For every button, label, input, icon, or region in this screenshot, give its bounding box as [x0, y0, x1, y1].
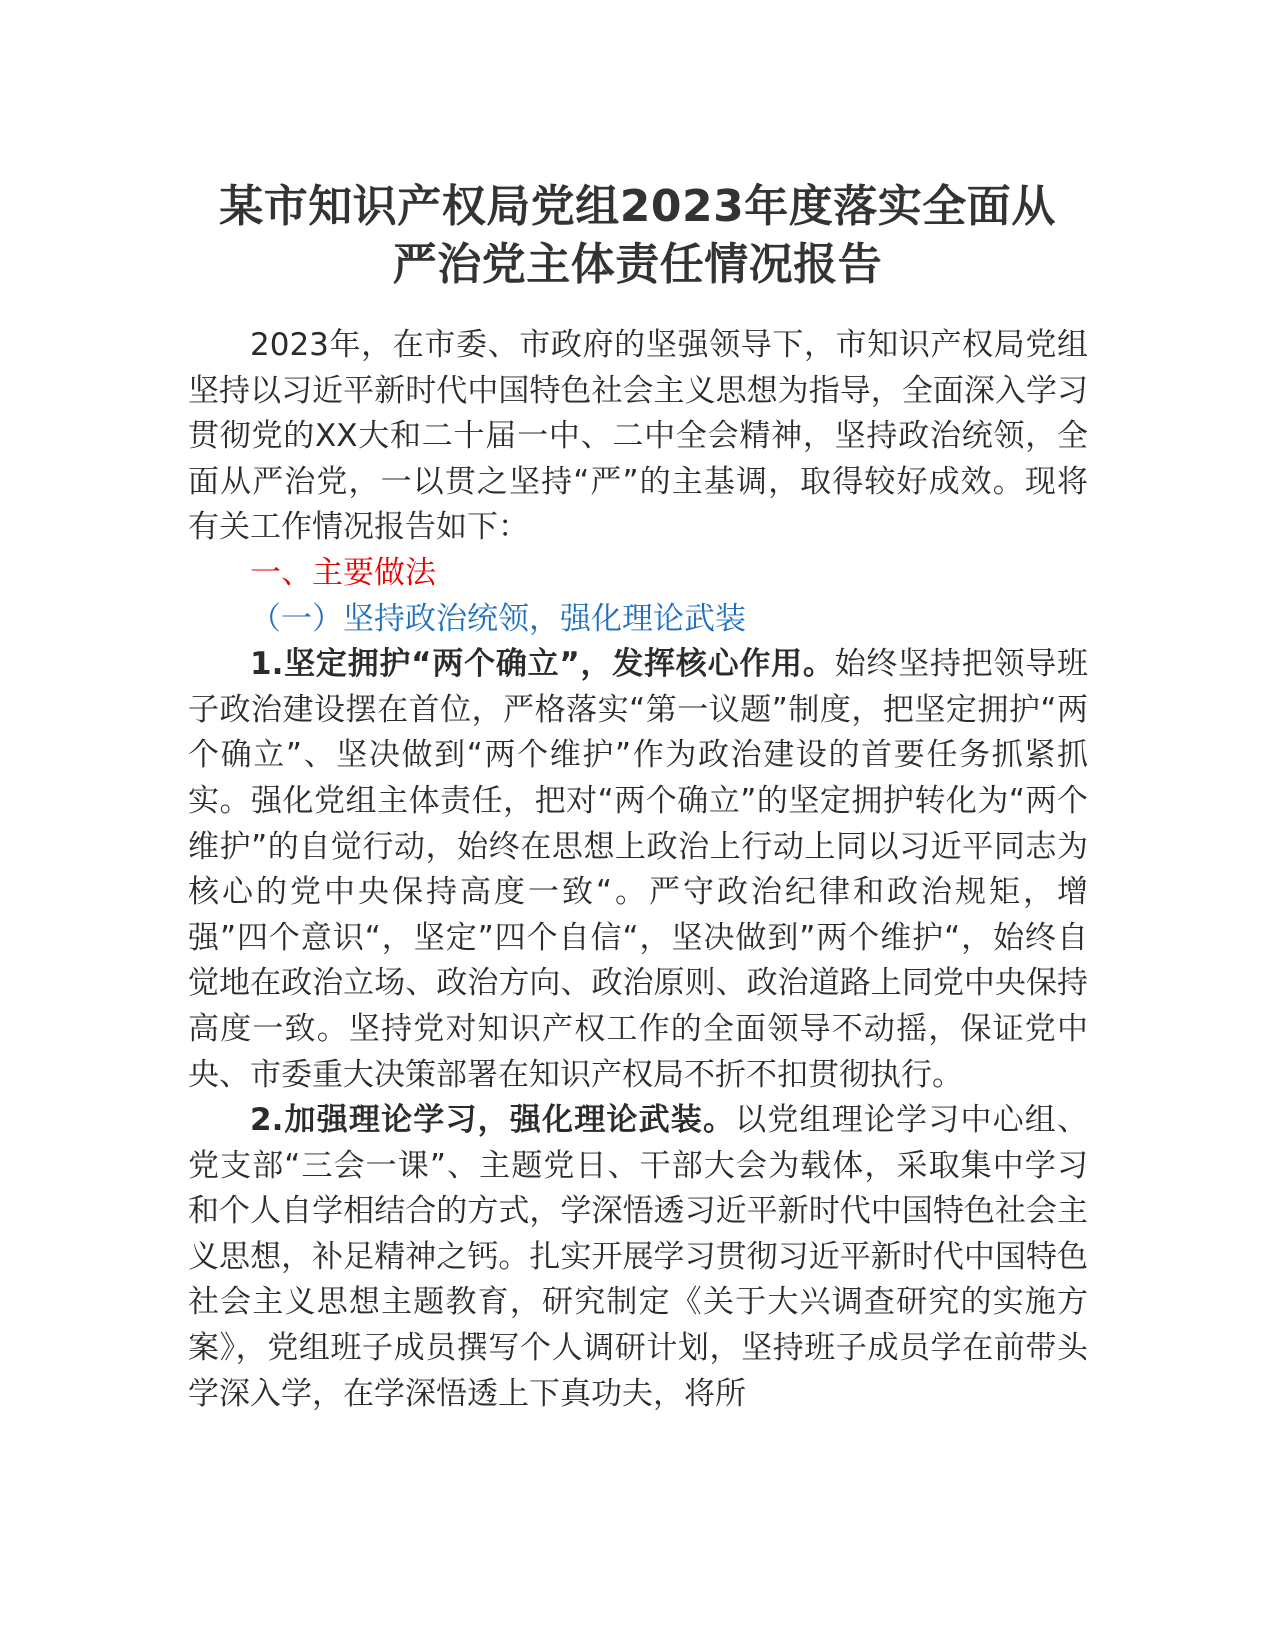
document-title	[180, 178, 1095, 294]
item-paragraph-2	[188, 1098, 1088, 1417]
item-2-text: 以党组理论学习中心组、党支部“三会一课”、主题党日、干部大会为载体，采取集中学习和个人自学相结合的方式，学深悟透习近平新时代中国特色社会主义思想，补足精神之钙。扎实开展学习贯彻习近平新时代中国特色社会主义思想主题教育，研究制定《关于大兴调查研究的实施方案》，党组班子成员撰写个人调研计划，坚持班子成员学在前带头学深入学，在学深悟透上下真功夫，将所	[188, 1102, 1088, 1412]
document-body	[188, 323, 1088, 1417]
subsection-heading-political-leadership: （一）坚持政治统领，强化理论武装	[250, 600, 746, 637]
section-heading-main-practices: 一、主要做法	[250, 554, 436, 591]
intro-paragraph: 2023年，在市委、市政府的坚强领导下，市知识产权局党组坚持以习近平新时代中国特色社会主义思想为指导，全面深入学习贯彻党的XX大和二十届一中、二中全会精神，坚持政治统领，全面从严治党，一以贯之坚持“严”的主基调，取得较好成效。现将有关工作情况报告如下：	[188, 327, 1088, 546]
title-line-2: 严治党主体责任情况报告	[392, 239, 883, 290]
item-1-text: 始终坚持把领导班子政治建设摆在首位，严格落实“第一议题”制度，把坚定拥护“两个确立”、坚决做到“两个维护”作为政治建设的首要任务抓紧抓实。强化党组主体责任，把对“两个确立”的坚定拥护转化为“两个维护”的自觉行动，始终在思想上政治上行动上同以习近平同志为核心的党中央保持高度一致“。严守政治纪律和政治规矩，增强”四个意识“，坚定”四个自信“，坚决做到”两个维护“，始终自觉地在政治立场、政治方向、政治原则、政治道路上同党中央保持高度一致。坚持党对知识产权工作的全面领导不动摇，保证党中央、市委重大决策部署在知识产权局不折不扣贯彻执行。	[188, 646, 1088, 1093]
item-paragraph-1	[188, 642, 1088, 1098]
item-2-lead: 2.加强理论学习，强化理论武装。	[250, 1102, 736, 1139]
title-line-1: 某市知识产权局党组2023年度落实全面从	[219, 181, 1056, 232]
item-1-lead: 1.坚定拥护“两个确立”，发挥核心作用。	[250, 646, 835, 683]
